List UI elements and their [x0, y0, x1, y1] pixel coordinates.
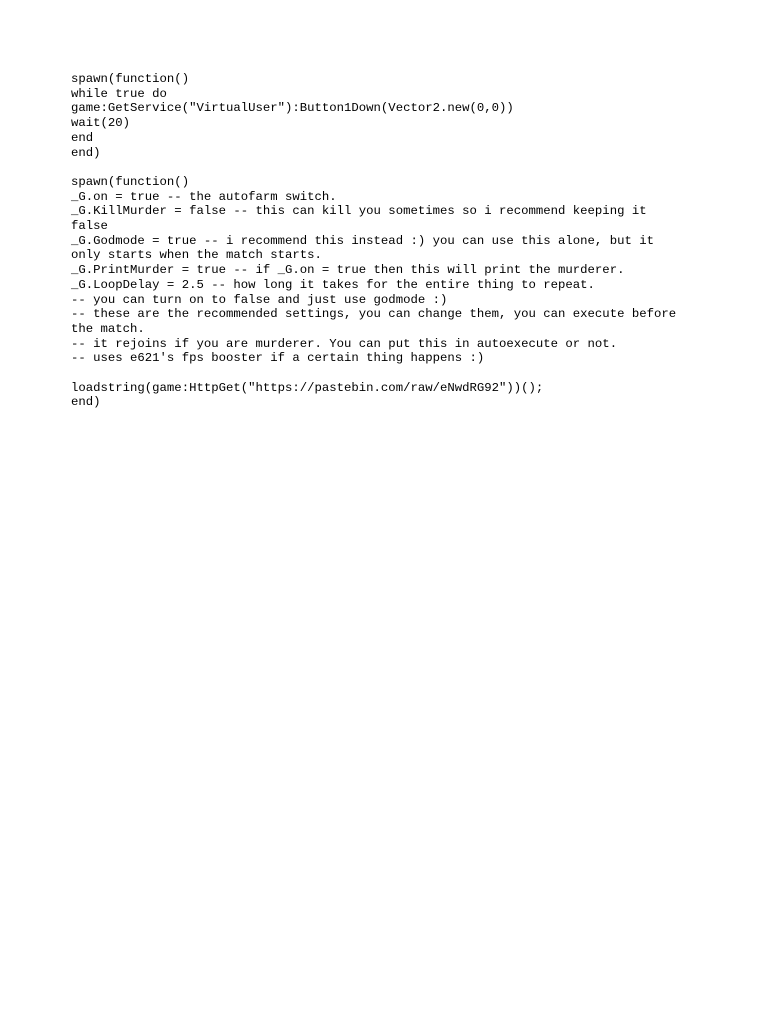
- code-line: false: [71, 219, 108, 234]
- code-line: -- you can turn on to false and just use godmode :): [71, 292, 448, 307]
- code-line: end: [71, 130, 94, 145]
- code-line: loadstring(game:HttpGet("https://pastebin.com/raw/eNwdRG92"))();: [71, 380, 544, 395]
- code-line: [71, 366, 711, 381]
- code-text-block: [71, 72, 711, 410]
- code-line: [71, 160, 711, 175]
- code-line: end): [71, 395, 101, 410]
- code-line: end): [71, 145, 101, 160]
- code-line: _G.on = true -- the autofarm switch.: [71, 189, 337, 204]
- code-line: -- it rejoins if you are murderer. You can put this in autoexecute or not.: [71, 336, 618, 351]
- code-line: while true do: [71, 86, 167, 101]
- code-line: -- these are the recommended settings, you can change them, you can execute before: [71, 307, 677, 322]
- code-line: spawn(function(): [71, 72, 190, 86]
- code-line: _G.KillMurder = false -- this can kill you sometimes so i recommend keeping it: [71, 204, 647, 219]
- code-line: game:GetService("VirtualUser"):Button1Down(Vector2.new(0,0)): [71, 101, 514, 116]
- code-line: wait(20): [71, 116, 131, 131]
- code-line: _G.PrintMurder = true -- if _G.on = true then this will print the murderer.: [71, 263, 625, 278]
- code-line: _G.LoopDelay = 2.5 -- how long it takes for the entire thing to repeat.: [71, 277, 595, 292]
- code-line: -- uses e621's fps booster if a certain thing happens :): [71, 351, 485, 366]
- code-line: only starts when the match starts.: [71, 248, 322, 263]
- code-line: _G.Godmode = true -- i recommend this instead :) you can use this alone, but it: [71, 233, 654, 248]
- code-line: the match.: [71, 321, 145, 336]
- code-line: spawn(function(): [71, 174, 190, 189]
